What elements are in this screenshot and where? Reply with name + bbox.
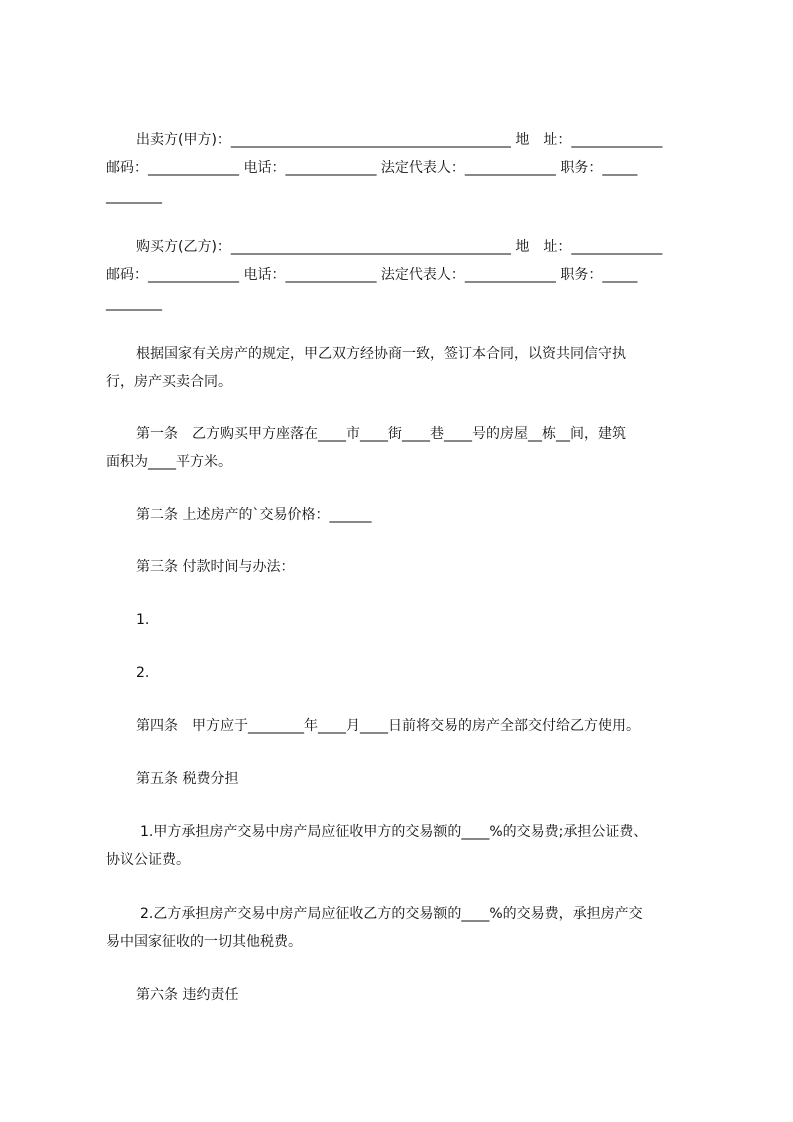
payment-item-2: 2. [136,665,150,681]
payment-item-1: 1. [136,612,150,628]
preamble-line-2: 行，房产买卖合同。 [106,374,232,390]
article-1-line-1: 第一条 乙方购买甲方座落在____市____街____巷____号的房屋__栋__间，建筑 [136,426,626,442]
article-1-line-2: 面积为____平方米。 [106,454,232,470]
tax-clause-2-line-1: 2.乙方承担房产交易中房产局应征收乙方的交易额的____%的交易费，承担房产交 [140,906,643,922]
buyer-info-line-3: ________ [106,295,162,311]
article-3: 第三条 付款时间与办法： [136,559,295,575]
buyer-info-line-2: 邮码：_____________ 电话：_____________ 法定代表人：_____________ 职务：_____ [106,267,638,283]
tax-clause-2-line-2: 易中国家征收的一切其他税费。 [106,934,302,950]
seller-info-line-1: 出卖方(甲方)：________________________________________ 地 址：_____________ [136,132,663,148]
tax-clause-1-line-1: 1.甲方承担房产交易中房产局应征收甲方的交易额的____%的交易费;承担公证费、 [140,824,648,840]
buyer-info-line-1: 购买方(乙方)：________________________________________ 地 址：_____________ [136,239,663,255]
seller-info-line-3: ________ [106,188,162,204]
seller-info-line-2: 邮码：_____________ 电话：_____________ 法定代表人：_____________ 职务：_____ [106,160,638,176]
tax-clause-1-line-2: 协议公证费。 [106,852,190,868]
preamble-line-1: 根据国家有关房产的规定，甲乙双方经协商一致，签订本合同，以资共同信守执 [136,346,626,362]
article-5: 第五条 税费分担 [136,771,239,787]
article-2: 第二条 上述房产的`交易价格：______ [136,507,372,523]
article-4: 第四条 甲方应于________年____月____日前将交易的房产全部交付给乙方使用。 [136,718,640,734]
article-6: 第六条 违约责任 [136,987,239,1003]
